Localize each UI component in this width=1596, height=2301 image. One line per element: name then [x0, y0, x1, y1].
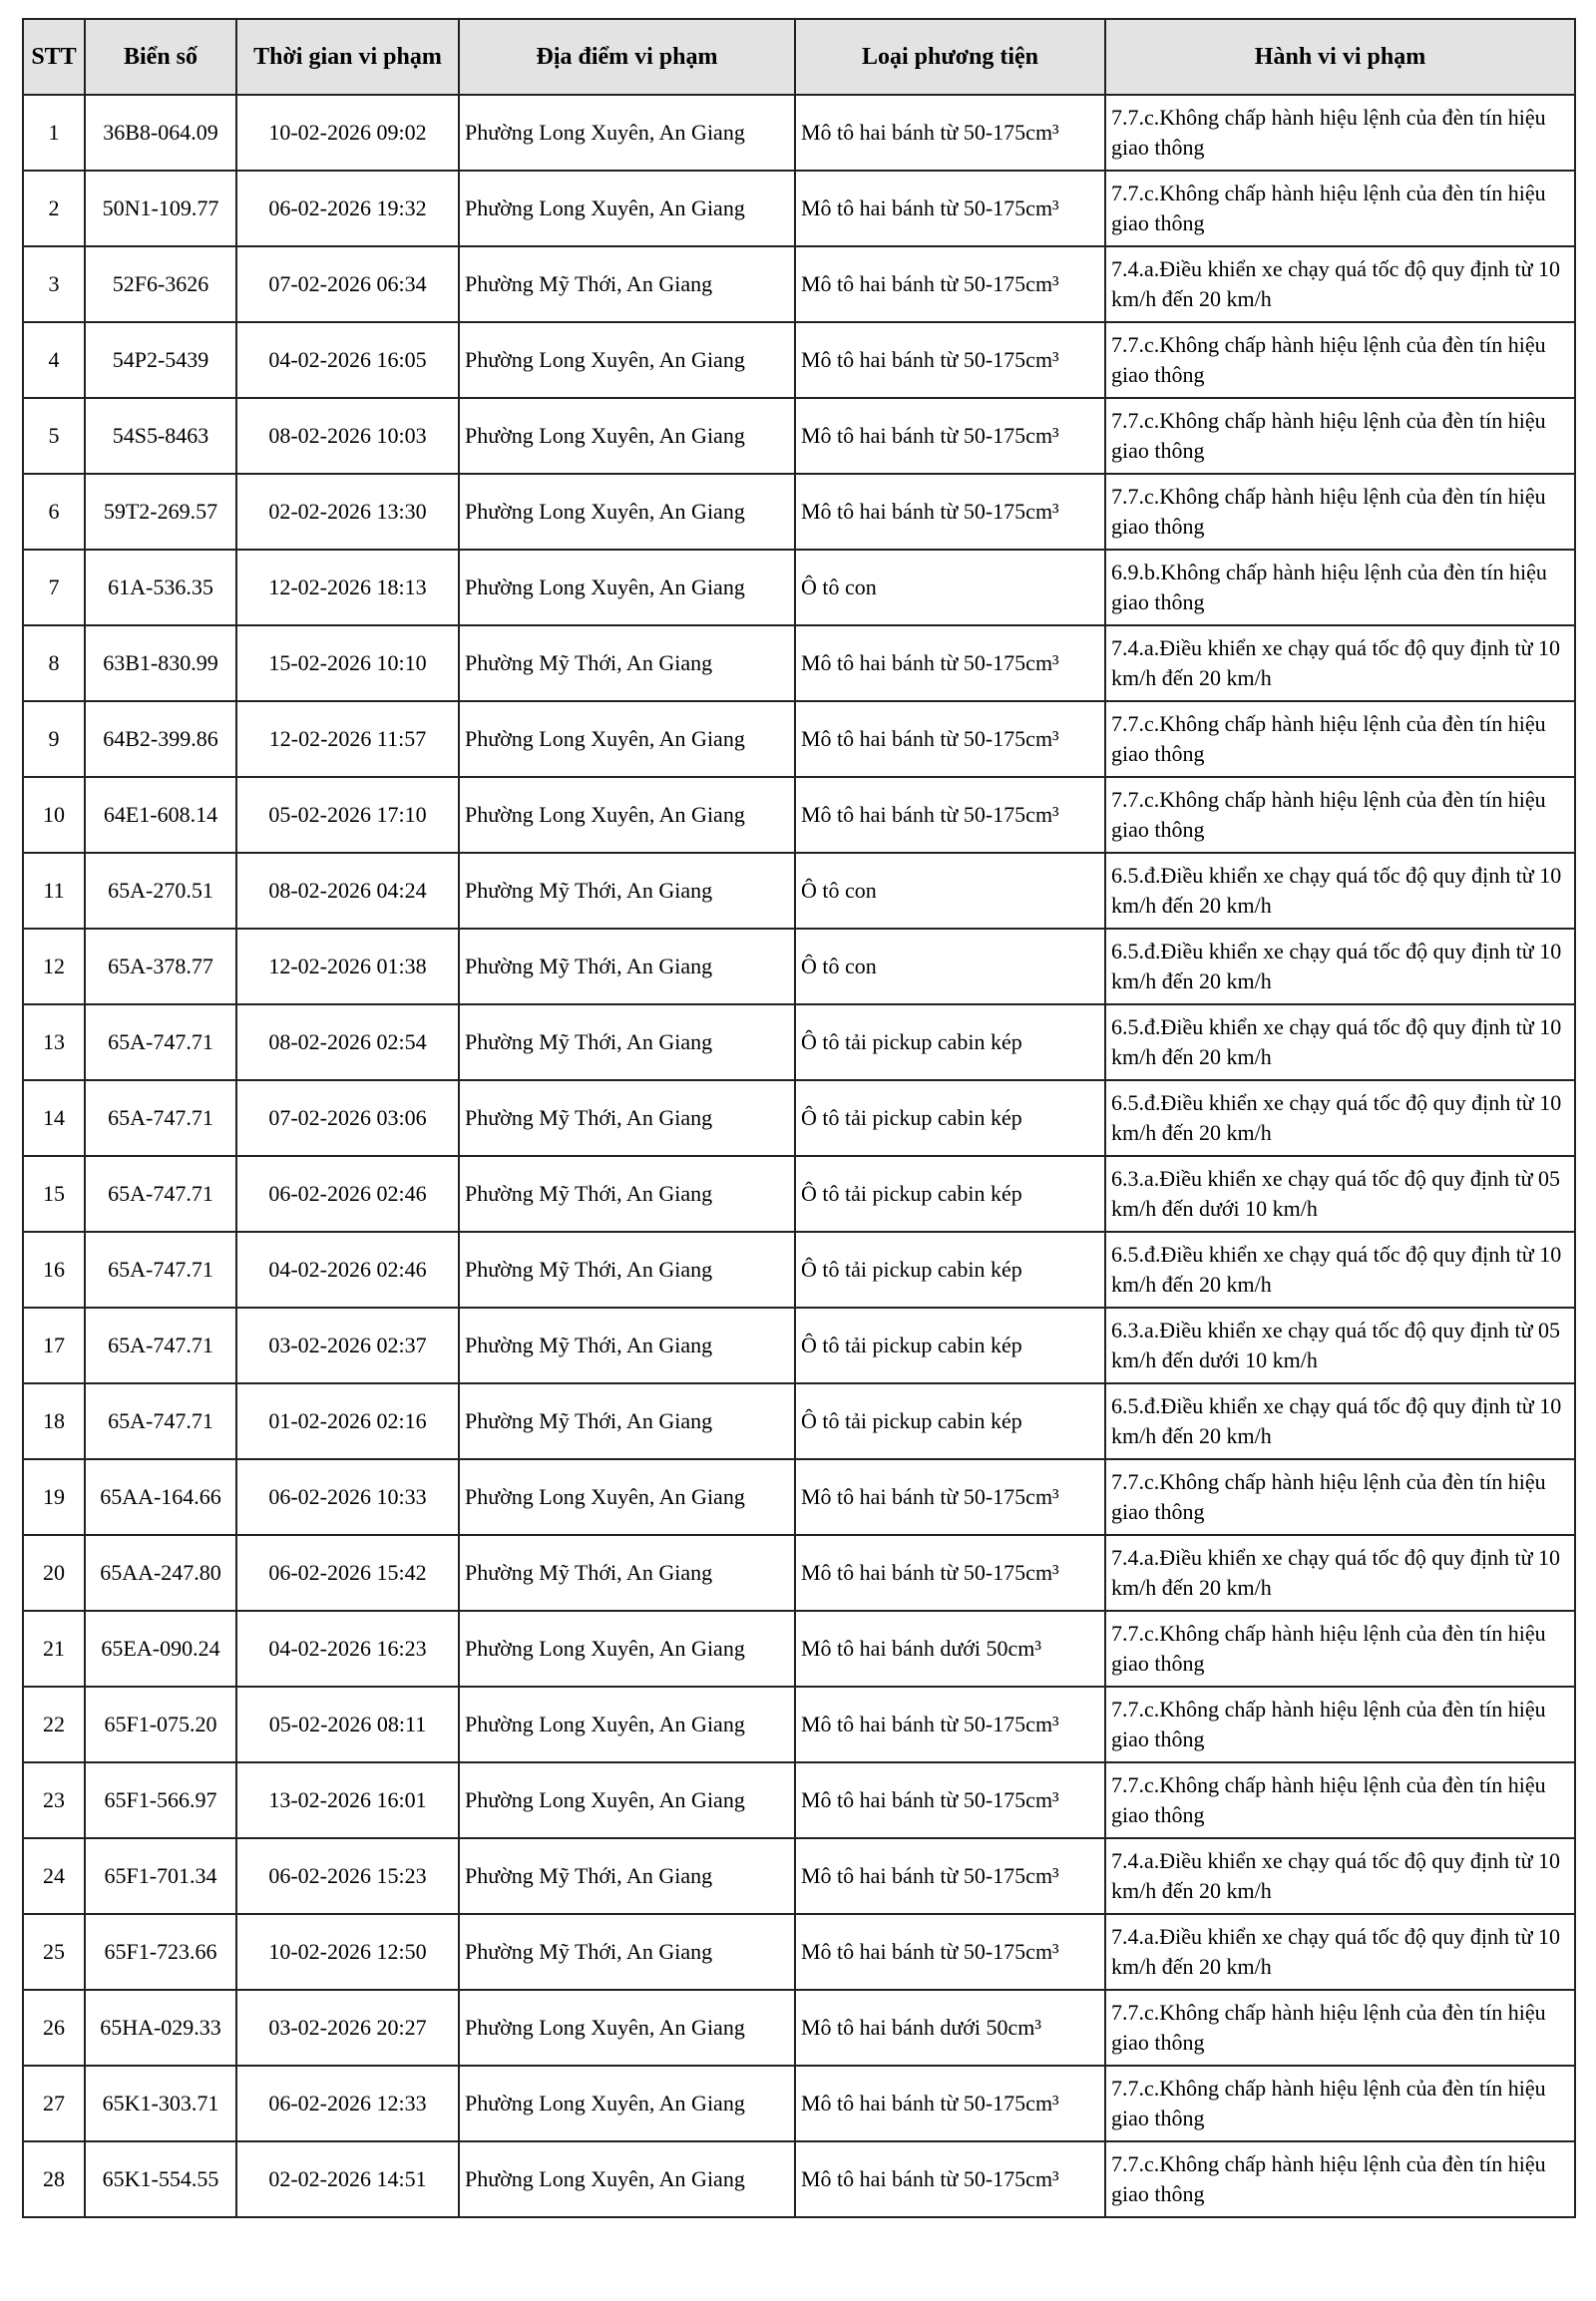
cell-hanh-vi: 6.5.đ.Điều khiển xe chạy quá tốc độ quy định từ 10 km/h đến 20 km/h [1105, 1004, 1575, 1080]
cell-dia-diem: Phường Mỹ Thới, An Giang [459, 1914, 795, 1990]
table-row [23, 1080, 1575, 1156]
cell-bien-so: 65K1-303.71 [85, 2066, 236, 2141]
table-row [23, 550, 1575, 625]
cell-thoi-gian: 03-02-2026 02:37 [236, 1308, 459, 1383]
cell-stt: 27 [23, 2066, 85, 2141]
cell-thoi-gian: 10-02-2026 09:02 [236, 95, 459, 171]
cell-dia-diem: Phường Long Xuyên, An Giang [459, 2141, 795, 2217]
cell-bien-so: 65A-747.71 [85, 1156, 236, 1232]
table-row [23, 777, 1575, 853]
cell-loai-phuong-tien: Mô tô hai bánh từ 50-175cm³ [795, 95, 1105, 171]
cell-stt: 17 [23, 1308, 85, 1383]
cell-dia-diem: Phường Long Xuyên, An Giang [459, 701, 795, 777]
cell-loai-phuong-tien: Ô tô tải pickup cabin kép [795, 1308, 1105, 1383]
table-row [23, 322, 1575, 398]
cell-loai-phuong-tien: Ô tô tải pickup cabin kép [795, 1080, 1105, 1156]
table-row [23, 1459, 1575, 1535]
cell-bien-so: 65F1-566.97 [85, 1762, 236, 1838]
cell-stt: 13 [23, 1004, 85, 1080]
table-row [23, 1611, 1575, 1687]
table-row [23, 1838, 1575, 1914]
cell-loai-phuong-tien: Mô tô hai bánh từ 50-175cm³ [795, 2066, 1105, 2141]
cell-thoi-gian: 10-02-2026 12:50 [236, 1914, 459, 1990]
cell-dia-diem: Phường Long Xuyên, An Giang [459, 1687, 795, 1762]
table-row [23, 171, 1575, 246]
cell-stt: 19 [23, 1459, 85, 1535]
cell-dia-diem: Phường Mỹ Thới, An Giang [459, 853, 795, 929]
cell-dia-diem: Phường Long Xuyên, An Giang [459, 474, 795, 550]
cell-thoi-gian: 07-02-2026 03:06 [236, 1080, 459, 1156]
cell-bien-so: 61A-536.35 [85, 550, 236, 625]
cell-hanh-vi: 7.4.a.Điều khiển xe chạy quá tốc độ quy định từ 10 km/h đến 20 km/h [1105, 246, 1575, 322]
cell-bien-so: 65A-747.71 [85, 1232, 236, 1308]
cell-thoi-gian: 05-02-2026 08:11 [236, 1687, 459, 1762]
cell-stt: 8 [23, 625, 85, 701]
table-row [23, 1383, 1575, 1459]
cell-thoi-gian: 07-02-2026 06:34 [236, 246, 459, 322]
table-row [23, 1687, 1575, 1762]
cell-loai-phuong-tien: Ô tô tải pickup cabin kép [795, 1156, 1105, 1232]
header-bien-so: Biển số [85, 19, 236, 95]
cell-stt: 15 [23, 1156, 85, 1232]
cell-stt: 4 [23, 322, 85, 398]
cell-bien-so: 63B1-830.99 [85, 625, 236, 701]
cell-hanh-vi: 6.5.đ.Điều khiển xe chạy quá tốc độ quy định từ 10 km/h đến 20 km/h [1105, 1383, 1575, 1459]
cell-loai-phuong-tien: Mô tô hai bánh từ 50-175cm³ [795, 701, 1105, 777]
cell-bien-so: 50N1-109.77 [85, 171, 236, 246]
cell-hanh-vi: 7.7.c.Không chấp hành hiệu lệnh của đèn tín hiệu giao thông [1105, 1611, 1575, 1687]
cell-stt: 26 [23, 1990, 85, 2066]
table-row [23, 246, 1575, 322]
cell-loai-phuong-tien: Mô tô hai bánh từ 50-175cm³ [795, 777, 1105, 853]
cell-stt: 5 [23, 398, 85, 474]
cell-loai-phuong-tien: Mô tô hai bánh từ 50-175cm³ [795, 1914, 1105, 1990]
cell-loai-phuong-tien: Ô tô con [795, 550, 1105, 625]
cell-hanh-vi: 7.7.c.Không chấp hành hiệu lệnh của đèn tín hiệu giao thông [1105, 398, 1575, 474]
table-row [23, 1535, 1575, 1611]
cell-thoi-gian: 02-02-2026 13:30 [236, 474, 459, 550]
cell-hanh-vi: 7.7.c.Không chấp hành hiệu lệnh của đèn tín hiệu giao thông [1105, 474, 1575, 550]
table-row [23, 1004, 1575, 1080]
cell-hanh-vi: 6.5.đ.Điều khiển xe chạy quá tốc độ quy định từ 10 km/h đến 20 km/h [1105, 853, 1575, 929]
cell-hanh-vi: 6.3.a.Điều khiển xe chạy quá tốc độ quy định từ 05 km/h đến dưới 10 km/h [1105, 1156, 1575, 1232]
cell-bien-so: 65A-747.71 [85, 1383, 236, 1459]
cell-bien-so: 65A-747.71 [85, 1308, 236, 1383]
cell-thoi-gian: 12-02-2026 01:38 [236, 929, 459, 1004]
cell-thoi-gian: 01-02-2026 02:16 [236, 1383, 459, 1459]
cell-thoi-gian: 06-02-2026 10:33 [236, 1459, 459, 1535]
header-thoi-gian: Thời gian vi phạm [236, 19, 459, 95]
cell-hanh-vi: 6.3.a.Điều khiển xe chạy quá tốc độ quy định từ 05 km/h đến dưới 10 km/h [1105, 1308, 1575, 1383]
cell-thoi-gian: 06-02-2026 19:32 [236, 171, 459, 246]
cell-hanh-vi: 6.5.đ.Điều khiển xe chạy quá tốc độ quy định từ 10 km/h đến 20 km/h [1105, 1232, 1575, 1308]
cell-hanh-vi: 7.4.a.Điều khiển xe chạy quá tốc độ quy định từ 10 km/h đến 20 km/h [1105, 1838, 1575, 1914]
cell-loai-phuong-tien: Mô tô hai bánh dưới 50cm³ [795, 1990, 1105, 2066]
cell-dia-diem: Phường Long Xuyên, An Giang [459, 777, 795, 853]
table-row [23, 95, 1575, 171]
cell-thoi-gian: 04-02-2026 16:05 [236, 322, 459, 398]
cell-loai-phuong-tien: Ô tô tải pickup cabin kép [795, 1004, 1105, 1080]
cell-hanh-vi: 7.7.c.Không chấp hành hiệu lệnh của đèn tín hiệu giao thông [1105, 322, 1575, 398]
header-dia-diem: Địa điểm vi phạm [459, 19, 795, 95]
cell-stt: 24 [23, 1838, 85, 1914]
cell-dia-diem: Phường Mỹ Thới, An Giang [459, 1080, 795, 1156]
table-row [23, 1990, 1575, 2066]
cell-bien-so: 64B2-399.86 [85, 701, 236, 777]
cell-thoi-gian: 05-02-2026 17:10 [236, 777, 459, 853]
cell-bien-so: 59T2-269.57 [85, 474, 236, 550]
cell-loai-phuong-tien: Mô tô hai bánh từ 50-175cm³ [795, 1535, 1105, 1611]
cell-stt: 9 [23, 701, 85, 777]
cell-dia-diem: Phường Mỹ Thới, An Giang [459, 1232, 795, 1308]
cell-loai-phuong-tien: Ô tô tải pickup cabin kép [795, 1232, 1105, 1308]
cell-hanh-vi: 7.7.c.Không chấp hành hiệu lệnh của đèn tín hiệu giao thông [1105, 777, 1575, 853]
cell-dia-diem: Phường Long Xuyên, An Giang [459, 550, 795, 625]
cell-stt: 20 [23, 1535, 85, 1611]
cell-loai-phuong-tien: Ô tô con [795, 929, 1105, 1004]
cell-hanh-vi: 6.9.b.Không chấp hành hiệu lệnh của đèn tín hiệu giao thông [1105, 550, 1575, 625]
table-row [23, 1308, 1575, 1383]
cell-hanh-vi: 7.7.c.Không chấp hành hiệu lệnh của đèn tín hiệu giao thông [1105, 1459, 1575, 1535]
cell-bien-so: 36B8-064.09 [85, 95, 236, 171]
cell-thoi-gian: 04-02-2026 02:46 [236, 1232, 459, 1308]
table-row [23, 701, 1575, 777]
cell-loai-phuong-tien: Mô tô hai bánh từ 50-175cm³ [795, 1762, 1105, 1838]
cell-hanh-vi: 6.5.đ.Điều khiển xe chạy quá tốc độ quy định từ 10 km/h đến 20 km/h [1105, 929, 1575, 1004]
table-row [23, 929, 1575, 1004]
cell-stt: 14 [23, 1080, 85, 1156]
cell-hanh-vi: 7.4.a.Điều khiển xe chạy quá tốc độ quy định từ 10 km/h đến 20 km/h [1105, 1535, 1575, 1611]
cell-stt: 25 [23, 1914, 85, 1990]
table-row [23, 625, 1575, 701]
cell-hanh-vi: 7.4.a.Điều khiển xe chạy quá tốc độ quy định từ 10 km/h đến 20 km/h [1105, 1914, 1575, 1990]
cell-stt: 22 [23, 1687, 85, 1762]
cell-stt: 12 [23, 929, 85, 1004]
violations-table [22, 18, 1576, 2218]
cell-hanh-vi: 7.7.c.Không chấp hành hiệu lệnh của đèn tín hiệu giao thông [1105, 701, 1575, 777]
cell-bien-so: 65A-747.71 [85, 1080, 236, 1156]
cell-bien-so: 52F6-3626 [85, 246, 236, 322]
cell-loai-phuong-tien: Mô tô hai bánh dưới 50cm³ [795, 1611, 1105, 1687]
cell-thoi-gian: 08-02-2026 10:03 [236, 398, 459, 474]
cell-dia-diem: Phường Mỹ Thới, An Giang [459, 929, 795, 1004]
cell-dia-diem: Phường Long Xuyên, An Giang [459, 1611, 795, 1687]
cell-thoi-gian: 03-02-2026 20:27 [236, 1990, 459, 2066]
cell-bien-so: 65HA-029.33 [85, 1990, 236, 2066]
cell-hanh-vi: 7.7.c.Không chấp hành hiệu lệnh của đèn tín hiệu giao thông [1105, 95, 1575, 171]
header-hanh-vi: Hành vi vi phạm [1105, 19, 1575, 95]
cell-thoi-gian: 06-02-2026 12:33 [236, 2066, 459, 2141]
cell-bien-so: 65AA-247.80 [85, 1535, 236, 1611]
cell-thoi-gian: 06-02-2026 02:46 [236, 1156, 459, 1232]
cell-hanh-vi: 6.5.đ.Điều khiển xe chạy quá tốc độ quy định từ 10 km/h đến 20 km/h [1105, 1080, 1575, 1156]
cell-hanh-vi: 7.7.c.Không chấp hành hiệu lệnh của đèn tín hiệu giao thông [1105, 1990, 1575, 2066]
cell-dia-diem: Phường Mỹ Thới, An Giang [459, 1156, 795, 1232]
cell-dia-diem: Phường Mỹ Thới, An Giang [459, 246, 795, 322]
cell-loai-phuong-tien: Ô tô tải pickup cabin kép [795, 1383, 1105, 1459]
cell-bien-so: 65A-270.51 [85, 853, 236, 929]
cell-dia-diem: Phường Long Xuyên, An Giang [459, 95, 795, 171]
cell-stt: 16 [23, 1232, 85, 1308]
cell-thoi-gian: 13-02-2026 16:01 [236, 1762, 459, 1838]
table-row [23, 2141, 1575, 2217]
cell-loai-phuong-tien: Mô tô hai bánh từ 50-175cm³ [795, 398, 1105, 474]
cell-loai-phuong-tien: Mô tô hai bánh từ 50-175cm³ [795, 625, 1105, 701]
table-row [23, 853, 1575, 929]
header-stt: STT [23, 19, 85, 95]
cell-bien-so: 54P2-5439 [85, 322, 236, 398]
cell-stt: 3 [23, 246, 85, 322]
cell-hanh-vi: 7.7.c.Không chấp hành hiệu lệnh của đèn tín hiệu giao thông [1105, 2066, 1575, 2141]
cell-loai-phuong-tien: Ô tô con [795, 853, 1105, 929]
cell-loai-phuong-tien: Mô tô hai bánh từ 50-175cm³ [795, 1687, 1105, 1762]
cell-loai-phuong-tien: Mô tô hai bánh từ 50-175cm³ [795, 1838, 1105, 1914]
cell-dia-diem: Phường Mỹ Thới, An Giang [459, 1383, 795, 1459]
cell-thoi-gian: 06-02-2026 15:23 [236, 1838, 459, 1914]
cell-thoi-gian: 12-02-2026 18:13 [236, 550, 459, 625]
table-row [23, 1232, 1575, 1308]
cell-thoi-gian: 02-02-2026 14:51 [236, 2141, 459, 2217]
header-row [23, 19, 1575, 95]
table-body [23, 95, 1575, 2217]
table-row [23, 474, 1575, 550]
cell-bien-so: 64E1-608.14 [85, 777, 236, 853]
cell-bien-so: 54S5-8463 [85, 398, 236, 474]
cell-dia-diem: Phường Mỹ Thới, An Giang [459, 1838, 795, 1914]
cell-stt: 6 [23, 474, 85, 550]
cell-loai-phuong-tien: Mô tô hai bánh từ 50-175cm³ [795, 1459, 1105, 1535]
cell-loai-phuong-tien: Mô tô hai bánh từ 50-175cm³ [795, 2141, 1105, 2217]
cell-stt: 21 [23, 1611, 85, 1687]
cell-bien-so: 65A-747.71 [85, 1004, 236, 1080]
cell-stt: 7 [23, 550, 85, 625]
cell-bien-so: 65EA-090.24 [85, 1611, 236, 1687]
header-loai-phuong-tien: Loại phương tiện [795, 19, 1105, 95]
cell-loai-phuong-tien: Mô tô hai bánh từ 50-175cm³ [795, 171, 1105, 246]
cell-hanh-vi: 7.7.c.Không chấp hành hiệu lệnh của đèn tín hiệu giao thông [1105, 1762, 1575, 1838]
cell-dia-diem: Phường Mỹ Thới, An Giang [459, 1308, 795, 1383]
cell-loai-phuong-tien: Mô tô hai bánh từ 50-175cm³ [795, 246, 1105, 322]
cell-dia-diem: Phường Long Xuyên, An Giang [459, 1762, 795, 1838]
cell-loai-phuong-tien: Mô tô hai bánh từ 50-175cm³ [795, 322, 1105, 398]
cell-thoi-gian: 04-02-2026 16:23 [236, 1611, 459, 1687]
cell-thoi-gian: 06-02-2026 15:42 [236, 1535, 459, 1611]
cell-dia-diem: Phường Long Xuyên, An Giang [459, 322, 795, 398]
table-row [23, 1914, 1575, 1990]
cell-dia-diem: Phường Long Xuyên, An Giang [459, 171, 795, 246]
cell-stt: 11 [23, 853, 85, 929]
cell-dia-diem: Phường Long Xuyên, An Giang [459, 2066, 795, 2141]
cell-dia-diem: Phường Mỹ Thới, An Giang [459, 1535, 795, 1611]
cell-stt: 28 [23, 2141, 85, 2217]
table-row [23, 2066, 1575, 2141]
table-row [23, 1156, 1575, 1232]
cell-hanh-vi: 7.7.c.Không chấp hành hiệu lệnh của đèn tín hiệu giao thông [1105, 2141, 1575, 2217]
cell-stt: 18 [23, 1383, 85, 1459]
cell-hanh-vi: 7.7.c.Không chấp hành hiệu lệnh của đèn tín hiệu giao thông [1105, 171, 1575, 246]
cell-dia-diem: Phường Mỹ Thới, An Giang [459, 1004, 795, 1080]
cell-stt: 1 [23, 95, 85, 171]
cell-thoi-gian: 08-02-2026 02:54 [236, 1004, 459, 1080]
cell-dia-diem: Phường Long Xuyên, An Giang [459, 1990, 795, 2066]
cell-bien-so: 65K1-554.55 [85, 2141, 236, 2217]
table-row [23, 1762, 1575, 1838]
cell-stt: 2 [23, 171, 85, 246]
cell-dia-diem: Phường Long Xuyên, An Giang [459, 398, 795, 474]
table-row [23, 398, 1575, 474]
cell-hanh-vi: 7.7.c.Không chấp hành hiệu lệnh của đèn tín hiệu giao thông [1105, 1687, 1575, 1762]
cell-bien-so: 65AA-164.66 [85, 1459, 236, 1535]
cell-stt: 23 [23, 1762, 85, 1838]
cell-bien-so: 65F1-075.20 [85, 1687, 236, 1762]
cell-stt: 10 [23, 777, 85, 853]
cell-dia-diem: Phường Mỹ Thới, An Giang [459, 625, 795, 701]
cell-hanh-vi: 7.4.a.Điều khiển xe chạy quá tốc độ quy định từ 10 km/h đến 20 km/h [1105, 625, 1575, 701]
cell-thoi-gian: 08-02-2026 04:24 [236, 853, 459, 929]
cell-bien-so: 65F1-723.66 [85, 1914, 236, 1990]
cell-bien-so: 65A-378.77 [85, 929, 236, 1004]
cell-loai-phuong-tien: Mô tô hai bánh từ 50-175cm³ [795, 474, 1105, 550]
cell-dia-diem: Phường Long Xuyên, An Giang [459, 1459, 795, 1535]
cell-thoi-gian: 15-02-2026 10:10 [236, 625, 459, 701]
cell-thoi-gian: 12-02-2026 11:57 [236, 701, 459, 777]
cell-bien-so: 65F1-701.34 [85, 1838, 236, 1914]
